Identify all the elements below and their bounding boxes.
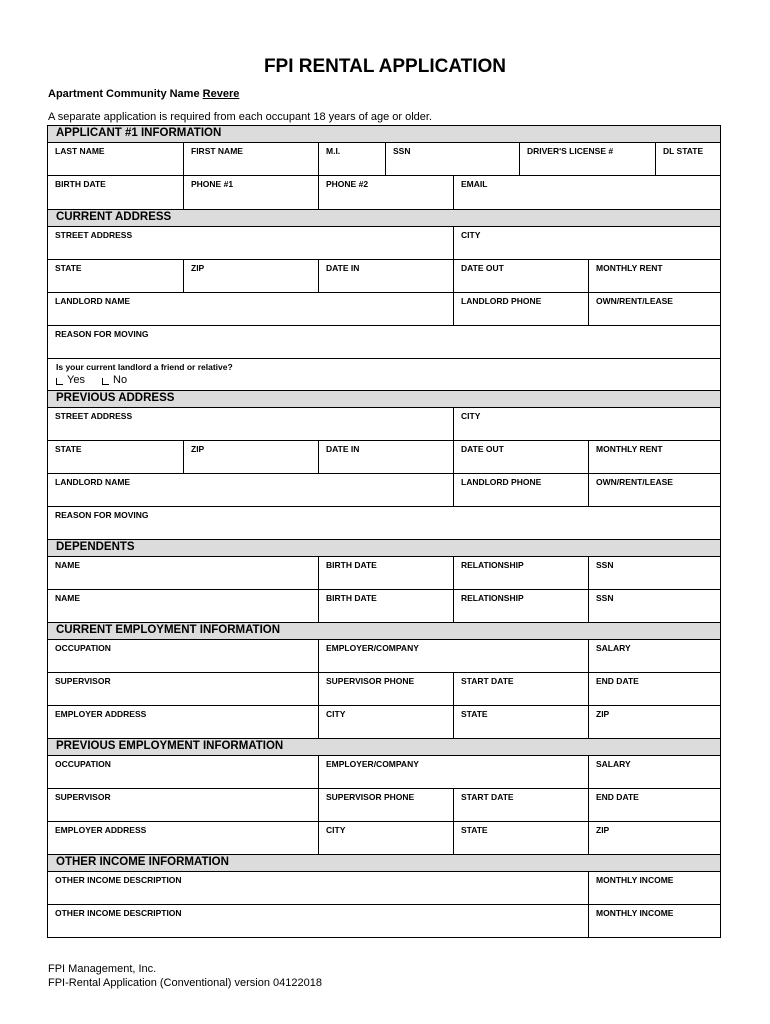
first-name-field[interactable]: FIRST NAME	[183, 143, 318, 175]
current-employer-city-field[interactable]: CITY	[318, 706, 453, 738]
previous-employer-zip-field[interactable]: ZIP	[588, 822, 720, 854]
previous-landlord-phone-field[interactable]: LANDLORD PHONE	[453, 474, 588, 506]
current-start-date-field[interactable]: START DATE	[453, 673, 588, 705]
current-employer-zip-field[interactable]: ZIP	[588, 706, 720, 738]
previous-salary-field[interactable]: SALARY	[588, 756, 720, 788]
section-dependents: DEPENDENTS	[48, 540, 720, 557]
applicant-row-2	[48, 176, 720, 210]
form-title: FPI RENTAL APPLICATION	[263, 56, 507, 77]
dependent-row-2	[48, 590, 720, 623]
section-current-employment: CURRENT EMPLOYMENT INFORMATION	[48, 623, 720, 640]
landlord-relation-question: Is your current landlord a friend or relative?	[56, 362, 233, 372]
current-reason-field[interactable]: REASON FOR MOVING	[55, 329, 149, 339]
previous-zip-field[interactable]: ZIP	[183, 441, 318, 473]
no-checkbox[interactable]	[102, 378, 109, 385]
phone2-field[interactable]: PHONE #2	[318, 176, 453, 209]
dl-state-field[interactable]: DL STATE	[655, 143, 720, 175]
current-address-row-3	[48, 293, 720, 326]
monthly-income-1-field[interactable]: MONTHLY INCOME	[588, 872, 720, 904]
dependent-row-1	[48, 557, 720, 590]
previous-employment-row-3	[48, 822, 720, 855]
current-date-in-field[interactable]: DATE IN	[318, 260, 453, 292]
current-employment-row-1	[48, 640, 720, 673]
application-form	[47, 125, 721, 938]
previous-employer-state-field[interactable]: STATE	[453, 822, 588, 854]
current-supervisor-field[interactable]: SUPERVISOR	[55, 676, 111, 686]
occupant-notice: A separate application is required from each occupant 18 years of age or older.	[48, 111, 433, 123]
current-employer-state-field[interactable]: STATE	[453, 706, 588, 738]
section-applicant: APPLICANT #1 INFORMATION	[48, 126, 720, 143]
previous-start-date-field[interactable]: START DATE	[453, 789, 588, 821]
dependent2-relationship-field[interactable]: RELATIONSHIP	[453, 590, 588, 622]
previous-address-row-3	[48, 474, 720, 507]
current-occupation-field[interactable]: OCCUPATION	[55, 643, 111, 653]
previous-address-row-2	[48, 441, 720, 474]
previous-date-in-field[interactable]: DATE IN	[318, 441, 453, 473]
no-option[interactable]	[102, 374, 127, 386]
previous-end-date-field[interactable]: END DATE	[588, 789, 720, 821]
previous-street-field[interactable]: STREET ADDRESS	[55, 411, 133, 421]
current-employment-row-3	[48, 706, 720, 739]
previous-supervisor-field[interactable]: SUPERVISOR	[55, 792, 111, 802]
footer-version: FPI-Rental Application (Conventional) version 04122018	[48, 977, 322, 989]
other-income-description-2-field[interactable]: OTHER INCOME DESCRIPTION	[55, 908, 182, 918]
section-current-address: CURRENT ADDRESS	[48, 210, 720, 227]
other-income-description-1-field[interactable]: OTHER INCOME DESCRIPTION	[55, 875, 182, 885]
previous-occupation-field[interactable]: OCCUPATION	[55, 759, 111, 769]
community-line	[48, 88, 239, 100]
current-monthly-rent-field[interactable]: MONTHLY RENT	[588, 260, 720, 292]
current-city-field[interactable]: CITY	[453, 227, 720, 259]
dependent2-birth-date-field[interactable]: BIRTH DATE	[318, 590, 453, 622]
previous-monthly-rent-field[interactable]: MONTHLY RENT	[588, 441, 720, 473]
yes-checkbox[interactable]	[56, 378, 63, 385]
dependent2-name-field[interactable]: NAME	[55, 593, 81, 603]
previous-reason-field[interactable]: REASON FOR MOVING	[55, 510, 149, 520]
ssn-field[interactable]: SSN	[385, 143, 519, 175]
dependent2-ssn-field[interactable]: SSN	[588, 590, 720, 622]
other-income-row-1	[48, 872, 720, 905]
current-landlord-phone-field[interactable]: LANDLORD PHONE	[453, 293, 588, 325]
mi-field[interactable]: M.I.	[318, 143, 385, 175]
community-label: Apartment Community Name	[48, 88, 200, 100]
current-address-row-1	[48, 227, 720, 260]
email-field[interactable]: EMAIL	[453, 176, 720, 209]
landlord-relation-row	[48, 359, 720, 391]
current-landlord-name-field[interactable]: LANDLORD NAME	[55, 296, 131, 306]
current-zip-field[interactable]: ZIP	[183, 260, 318, 292]
birth-date-field[interactable]: BIRTH DATE	[55, 179, 106, 189]
section-previous-address: PREVIOUS ADDRESS	[48, 390, 720, 408]
previous-city-field[interactable]: CITY	[453, 408, 720, 440]
previous-landlord-name-field[interactable]: LANDLORD NAME	[55, 477, 131, 487]
previous-own-rent-lease-field[interactable]: OWN/RENT/LEASE	[588, 474, 720, 506]
current-supervisor-phone-field[interactable]: SUPERVISOR PHONE	[318, 673, 453, 705]
dependent1-relationship-field[interactable]: RELATIONSHIP	[453, 557, 588, 589]
dependent1-birth-date-field[interactable]: BIRTH DATE	[318, 557, 453, 589]
current-employer-field[interactable]: EMPLOYER/COMPANY	[318, 640, 588, 672]
previous-address-row-1	[48, 408, 720, 441]
current-salary-field[interactable]: SALARY	[588, 640, 720, 672]
previous-employer-city-field[interactable]: CITY	[318, 822, 453, 854]
current-address-row-2	[48, 260, 720, 293]
previous-employer-field[interactable]: EMPLOYER/COMPANY	[318, 756, 588, 788]
previous-date-out-field[interactable]: DATE OUT	[453, 441, 588, 473]
landlord-relation-options	[56, 374, 141, 387]
current-state-field[interactable]: STATE	[55, 263, 82, 273]
section-previous-employment: PREVIOUS EMPLOYMENT INFORMATION	[48, 739, 720, 756]
previous-state-field[interactable]: STATE	[55, 444, 82, 454]
current-end-date-field[interactable]: END DATE	[588, 673, 720, 705]
previous-employment-row-2	[48, 789, 720, 822]
current-date-out-field[interactable]: DATE OUT	[453, 260, 588, 292]
last-name-field[interactable]: LAST NAME	[55, 146, 105, 156]
drivers-license-field[interactable]: DRIVER'S LICENSE #	[519, 143, 655, 175]
footer-company: FPI Management, Inc.	[48, 963, 157, 975]
community-name: Revere	[202, 88, 240, 100]
current-employer-address-field[interactable]: EMPLOYER ADDRESS	[55, 709, 147, 719]
previous-employer-address-field[interactable]: EMPLOYER ADDRESS	[55, 825, 147, 835]
applicant-row-1	[48, 143, 720, 176]
yes-label: Yes	[67, 374, 85, 386]
current-street-field[interactable]: STREET ADDRESS	[55, 230, 133, 240]
current-own-rent-lease-field[interactable]: OWN/RENT/LEASE	[588, 293, 720, 325]
no-label: No	[113, 374, 128, 386]
monthly-income-2-field[interactable]: MONTHLY INCOME	[588, 905, 720, 937]
yes-option[interactable]	[56, 374, 85, 386]
current-employment-row-2	[48, 673, 720, 706]
current-address-row-4	[48, 326, 720, 359]
previous-address-row-4	[48, 507, 720, 540]
previous-employment-row-1	[48, 756, 720, 789]
phone1-field[interactable]: PHONE #1	[183, 176, 318, 209]
dependent1-name-field[interactable]: NAME	[55, 560, 81, 570]
section-other-income: OTHER INCOME INFORMATION	[48, 855, 720, 872]
dependent1-ssn-field[interactable]: SSN	[588, 557, 720, 589]
previous-supervisor-phone-field[interactable]: SUPERVISOR PHONE	[318, 789, 453, 821]
other-income-row-2	[48, 905, 720, 937]
